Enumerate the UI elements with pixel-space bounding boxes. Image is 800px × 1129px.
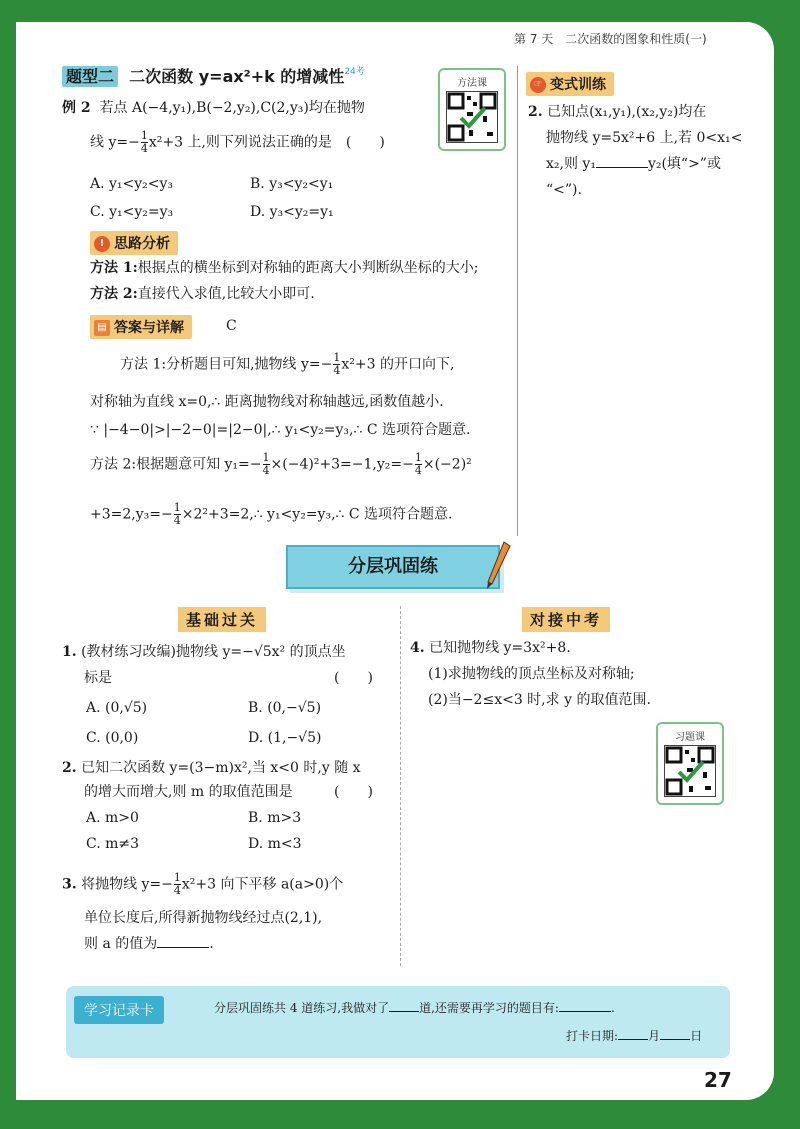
method1-line	[90, 258, 479, 278]
method1-text: 根据点的横坐标到对称轴的距离大小判断纵坐标的大小;	[137, 260, 479, 276]
q3-num: 3.	[62, 876, 77, 893]
section-title-text: 二次函数 y=ax²+k 的增减性	[129, 67, 345, 86]
calendar-icon: ▤	[94, 320, 110, 336]
pointing-hand-icon: ☞	[530, 77, 546, 93]
q3-line3-pre: 则 a 的值为	[84, 936, 158, 952]
q1-line2: 标是	[84, 670, 112, 686]
q3-line1-pre: 将抛物线 y=−	[81, 876, 173, 893]
review-items-blank[interactable]	[559, 1011, 611, 1012]
banner-title: 分层巩固练	[348, 556, 438, 577]
q2-num: 2.	[62, 760, 77, 776]
q1-paren: ( )	[334, 670, 373, 686]
answer-p4-pre: 方法 2:根据题意可知 y₁=−	[90, 456, 262, 473]
section-tag: 题型二	[62, 66, 118, 87]
answer-p4-mid: ×(−4)²+3=−1,y₂=−	[270, 456, 414, 473]
fraction	[174, 502, 181, 527]
record-line1	[214, 998, 615, 1018]
q2-option-c: C. m≠3	[86, 836, 140, 852]
lightbulb-icon: !	[94, 236, 110, 252]
q2-option-a: A. m>0	[86, 810, 139, 826]
frac-den: 4	[333, 364, 341, 377]
record-l2-b: 月	[648, 1029, 661, 1043]
example-line2-pre: 线 y=−	[90, 134, 140, 151]
q4-line3: (2)当−2≤x<3 时,求 y 的取值范围.	[428, 692, 651, 708]
record-tag: 学习记录卡	[74, 996, 164, 1024]
page	[16, 22, 774, 1100]
method2-label: 方法 2:	[90, 286, 138, 302]
q2-line1	[62, 758, 361, 778]
month-blank[interactable]	[618, 1039, 648, 1040]
variant-line2: 抛物线 y=5x²+6 上,若 0<x₁<	[546, 130, 743, 146]
example-stem: 若点 A(−4,y₁),B(−2,y₂),C(2,y₃)均在抛物	[99, 100, 365, 116]
method2-line	[90, 284, 315, 304]
frac-den: 4	[140, 142, 148, 155]
q4-text1: 已知抛物线 y=3x²+8.	[429, 640, 571, 656]
fraction	[333, 352, 340, 377]
q4-line2: (1)求抛物线的顶点坐标及对称轴;	[428, 666, 635, 682]
record-l1-a: 分层巩固练共 4 道练习,我做对了	[214, 1001, 390, 1015]
option-b: B. y₃<y₂<y₁	[250, 176, 334, 192]
fraction	[174, 872, 181, 897]
q2-paren: ( )	[334, 784, 373, 800]
practice-banner	[286, 545, 500, 589]
analysis-badge	[90, 231, 178, 255]
q1-option-d: D. (1,−√5)	[248, 730, 322, 746]
q3-line2: 单位长度后,所得新抛物线经过点(2,1),	[84, 910, 323, 926]
answer-p5-post: ×2²+3=2,∴ y₁<y₂=y₃,∴ C 选项符合题意.	[181, 506, 453, 523]
record-l1-c: .	[610, 1001, 615, 1015]
exam-title: 对接中考	[522, 607, 610, 632]
answer-badge	[90, 315, 192, 339]
answer-p4	[90, 452, 472, 477]
example-label: 例 2	[62, 100, 91, 116]
correct-count-blank[interactable]	[389, 1011, 419, 1012]
record-l2-a: 打卡日期:	[566, 1029, 619, 1043]
frac-den: 4	[173, 884, 181, 897]
q2-text1: 已知二次函数 y=(3−m)x²,当 x<0 时,y 随 x	[81, 760, 361, 776]
answer-p5	[90, 502, 453, 527]
frac-num: 1	[140, 129, 148, 142]
variant-title: 变式训练	[550, 77, 606, 93]
q1-num: 1.	[62, 644, 77, 660]
answer-blank[interactable]	[596, 167, 648, 168]
qr-method-label: 方法课	[457, 78, 487, 89]
qr-code-icon	[664, 745, 716, 797]
variant-num: 2.	[528, 104, 543, 120]
record-line2	[566, 1026, 702, 1046]
q2-line2: 的增大而增大,则 m 的取值范围是	[84, 784, 293, 800]
q1-option-a: A. (0,√5)	[86, 700, 148, 716]
q4-line1	[410, 638, 571, 658]
q3-line1	[62, 872, 343, 897]
answer-title: 答案与详解	[114, 320, 184, 336]
column-divider	[517, 66, 518, 536]
example-line2-post: x²+3 上,则下列说法正确的是 ( )	[148, 134, 385, 151]
answer-value: C	[226, 318, 237, 334]
frac-den: 4	[414, 464, 422, 477]
frac-den: 4	[262, 464, 270, 477]
column-divider-dashed	[400, 606, 401, 966]
q3-line3	[84, 934, 214, 954]
answer-p2: 对称轴为直线 x=0,∴ 距离抛物线对称轴越远,函数值越小.	[90, 394, 444, 410]
frac-num: 1	[173, 871, 181, 884]
exam-count-badge: 24考	[344, 67, 365, 77]
study-record-card	[66, 986, 730, 1058]
frac-num: 1	[414, 451, 422, 464]
variant-line1	[528, 102, 706, 122]
record-l1-b: 道,还需要再学习的题目有:	[419, 1001, 559, 1015]
answer-p3: ∵ |−4−0|>|−2−0|=|2−0|,∴ y₁<y₂=y₃,∴ C 选项符合题意.	[90, 422, 471, 438]
qr-exercise-card[interactable]	[656, 722, 724, 805]
fraction	[141, 130, 148, 155]
q1-text1: (教材练习改编)抛物线 y=−√5x² 的顶点坐	[81, 644, 346, 660]
basic-title: 基础过关	[178, 607, 266, 632]
variant-badge	[526, 72, 614, 96]
qr-code-icon	[446, 91, 498, 143]
q2-option-b: B. m>3	[248, 810, 302, 826]
q1-line1	[62, 642, 346, 662]
page-header: 第 7 天 二次函数的图象和性质(一)	[514, 32, 707, 46]
variant-line4: “<”).	[546, 182, 582, 198]
answer-p1-post: x²+3 的开口向下,	[341, 356, 455, 373]
fraction	[263, 452, 270, 477]
page-number: 27	[704, 1068, 732, 1092]
variant-line3-pre: x₂,则 y₁	[546, 156, 596, 172]
q3-line3-post: .	[209, 936, 214, 952]
method2-text: 直接代入求值,比较大小即可.	[137, 286, 315, 302]
qr-method-card[interactable]	[438, 68, 506, 151]
option-d: D. y₃<y₂=y₁	[250, 204, 334, 220]
qr-exercise-label: 习题课	[675, 732, 705, 743]
frac-num: 1	[333, 351, 341, 364]
analysis-title: 思路分析	[114, 236, 170, 252]
frac-num: 1	[262, 451, 270, 464]
variant-line3-post: y₂(填“>”或	[647, 156, 721, 172]
answer-p1	[120, 352, 454, 377]
section-title	[62, 64, 365, 87]
example-line1	[62, 98, 365, 118]
option-c: C. y₁<y₂=y₃	[90, 204, 174, 220]
option-a: A. y₁<y₂<y₃	[90, 176, 174, 192]
frac-den: 4	[173, 514, 181, 527]
fraction	[415, 452, 422, 477]
frac-num: 1	[173, 501, 181, 514]
answer-blank[interactable]	[157, 947, 209, 948]
variant-line3	[546, 154, 721, 174]
method1-label: 方法 1:	[90, 260, 138, 276]
q3-line1-post: x²+3 向下平移 a(a>0)个	[181, 876, 344, 893]
day-blank[interactable]	[660, 1039, 690, 1040]
example-line2	[90, 130, 385, 155]
q1-option-c: C. (0,0)	[86, 730, 139, 746]
record-l2-c: 日	[690, 1029, 703, 1043]
answer-p4-post: ×(−2)²	[422, 456, 472, 473]
q4-num: 4.	[410, 640, 425, 656]
variant-text1: 已知点(x₁,y₁),(x₂,y₂)均在	[547, 104, 707, 120]
answer-p5-pre: +3=2,y₃=−	[90, 506, 173, 523]
q2-option-d: D. m<3	[248, 836, 302, 852]
q1-option-b: B. (0,−√5)	[248, 700, 322, 716]
pencil-icon	[482, 540, 512, 594]
answer-p1-pre: 方法 1:分析题目可知,抛物线 y=−	[120, 356, 333, 373]
